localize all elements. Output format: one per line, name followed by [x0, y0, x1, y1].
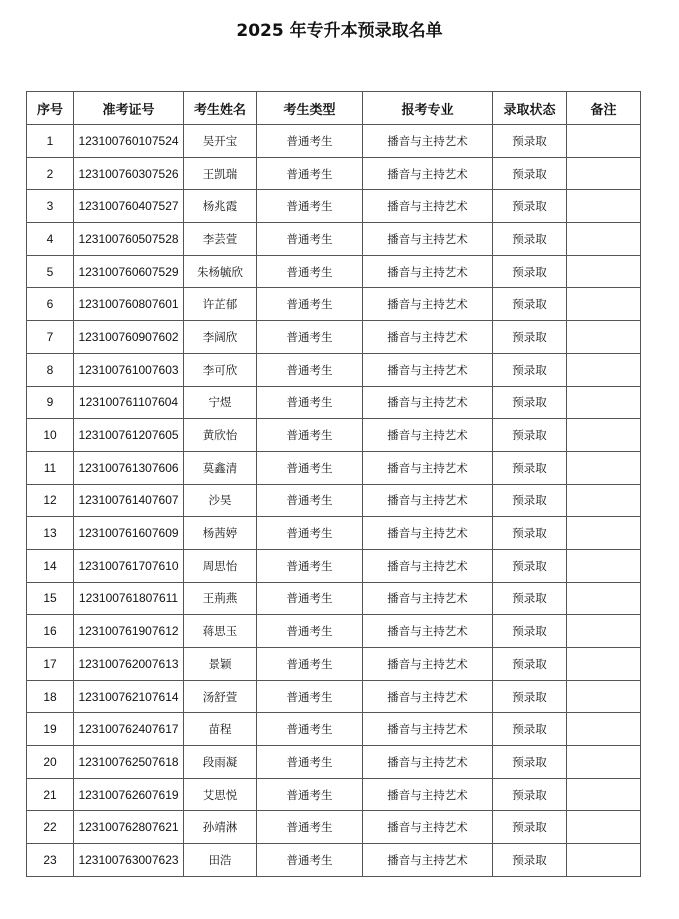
cell-major: 播音与主持艺术 — [363, 680, 493, 713]
cell-major: 播音与主持艺术 — [363, 419, 493, 452]
cell-student-type: 普通考生 — [257, 549, 363, 582]
cell-admission-status: 预录取 — [493, 582, 567, 615]
cell-major: 播音与主持艺术 — [363, 288, 493, 321]
table-row — [27, 680, 641, 713]
cell-admission-status: 预录取 — [493, 713, 567, 746]
cell-admission-status: 预录取 — [493, 223, 567, 256]
cell-student-name: 孙靖淋 — [184, 811, 257, 844]
cell-exam-number: 123100761407607 — [74, 484, 184, 517]
cell-student-type: 普通考生 — [257, 844, 363, 877]
header-admission-status: 录取状态 — [493, 92, 567, 125]
cell-student-name: 宁煜 — [184, 386, 257, 419]
cell-exam-number: 123100760307526 — [74, 157, 184, 190]
cell-major: 播音与主持艺术 — [363, 321, 493, 354]
cell-note — [567, 223, 641, 256]
cell-note — [567, 288, 641, 321]
cell-student-name: 苗程 — [184, 713, 257, 746]
cell-major: 播音与主持艺术 — [363, 648, 493, 681]
cell-major: 播音与主持艺术 — [363, 190, 493, 223]
cell-admission-status: 预录取 — [493, 386, 567, 419]
cell-major: 播音与主持艺术 — [363, 157, 493, 190]
cell-seq: 19 — [27, 713, 74, 746]
cell-note — [567, 746, 641, 779]
cell-student-type: 普通考生 — [257, 353, 363, 386]
cell-student-type: 普通考生 — [257, 386, 363, 419]
table-row — [27, 844, 641, 877]
cell-student-type: 普通考生 — [257, 419, 363, 452]
page-title: 2025 年专升本预录取名单 — [236, 21, 443, 41]
cell-student-type: 普通考生 — [257, 223, 363, 256]
table-row — [27, 321, 641, 354]
cell-exam-number: 123100762807621 — [74, 811, 184, 844]
admission-table — [26, 91, 641, 877]
header-student-name: 考生姓名 — [184, 92, 257, 125]
cell-exam-number: 123100761207605 — [74, 419, 184, 452]
table-row — [27, 746, 641, 779]
cell-admission-status: 预录取 — [493, 419, 567, 452]
table-row — [27, 582, 641, 615]
cell-student-type: 普通考生 — [257, 615, 363, 648]
cell-seq: 17 — [27, 648, 74, 681]
cell-major: 播音与主持艺术 — [363, 517, 493, 550]
table-row — [27, 288, 641, 321]
cell-exam-number: 123100761707610 — [74, 549, 184, 582]
cell-seq: 7 — [27, 321, 74, 354]
cell-exam-number: 123100760607529 — [74, 255, 184, 288]
cell-student-name: 田浩 — [184, 844, 257, 877]
cell-student-type: 普通考生 — [257, 582, 363, 615]
cell-major: 播音与主持艺术 — [363, 811, 493, 844]
cell-admission-status: 预录取 — [493, 157, 567, 190]
cell-student-type: 普通考生 — [257, 451, 363, 484]
cell-major: 播音与主持艺术 — [363, 223, 493, 256]
cell-note — [567, 255, 641, 288]
cell-note — [567, 190, 641, 223]
cell-seq: 12 — [27, 484, 74, 517]
cell-note — [567, 321, 641, 354]
cell-student-type: 普通考生 — [257, 288, 363, 321]
table-row — [27, 386, 641, 419]
cell-seq: 6 — [27, 288, 74, 321]
cell-note — [567, 419, 641, 452]
cell-student-name: 黄欣怡 — [184, 419, 257, 452]
cell-note — [567, 549, 641, 582]
cell-exam-number: 123100763007623 — [74, 844, 184, 877]
cell-seq: 9 — [27, 386, 74, 419]
table-row — [27, 517, 641, 550]
cell-major: 播音与主持艺术 — [363, 778, 493, 811]
cell-student-type: 普通考生 — [257, 746, 363, 779]
cell-exam-number: 123100761007603 — [74, 353, 184, 386]
cell-student-name: 许芷郁 — [184, 288, 257, 321]
cell-admission-status: 预录取 — [493, 517, 567, 550]
cell-seq: 13 — [27, 517, 74, 550]
table-row — [27, 484, 641, 517]
table-body — [27, 125, 641, 877]
cell-student-type: 普通考生 — [257, 190, 363, 223]
cell-major: 播音与主持艺术 — [363, 484, 493, 517]
cell-admission-status: 预录取 — [493, 190, 567, 223]
cell-seq: 15 — [27, 582, 74, 615]
cell-seq: 1 — [27, 125, 74, 158]
cell-student-name: 艾思悦 — [184, 778, 257, 811]
cell-student-name: 蒋思玉 — [184, 615, 257, 648]
table-row — [27, 648, 641, 681]
cell-student-name: 吴开宝 — [184, 125, 257, 158]
cell-admission-status: 预录取 — [493, 844, 567, 877]
cell-seq: 10 — [27, 419, 74, 452]
cell-admission-status: 预录取 — [493, 255, 567, 288]
cell-student-type: 普通考生 — [257, 517, 363, 550]
cell-major: 播音与主持艺术 — [363, 125, 493, 158]
cell-exam-number: 123100760507528 — [74, 223, 184, 256]
cell-exam-number: 123100760407527 — [74, 190, 184, 223]
cell-note — [567, 615, 641, 648]
cell-note — [567, 451, 641, 484]
cell-student-name: 李可欣 — [184, 353, 257, 386]
cell-student-type: 普通考生 — [257, 713, 363, 746]
cell-major: 播音与主持艺术 — [363, 353, 493, 386]
cell-seq: 8 — [27, 353, 74, 386]
cell-note — [567, 778, 641, 811]
cell-admission-status: 预录取 — [493, 353, 567, 386]
header-exam-number: 准考证号 — [74, 92, 184, 125]
cell-major: 播音与主持艺术 — [363, 713, 493, 746]
cell-seq: 21 — [27, 778, 74, 811]
cell-student-type: 普通考生 — [257, 811, 363, 844]
cell-note — [567, 582, 641, 615]
cell-note — [567, 353, 641, 386]
cell-exam-number: 123100760907602 — [74, 321, 184, 354]
cell-admission-status: 预录取 — [493, 484, 567, 517]
cell-student-type: 普通考生 — [257, 778, 363, 811]
table-row — [27, 811, 641, 844]
cell-exam-number: 123100761807611 — [74, 582, 184, 615]
table-header-row — [27, 92, 641, 125]
cell-student-type: 普通考生 — [257, 255, 363, 288]
cell-exam-number: 123100761307606 — [74, 451, 184, 484]
table-row — [27, 125, 641, 158]
table-row — [27, 615, 641, 648]
cell-student-name: 李阔欣 — [184, 321, 257, 354]
cell-student-type: 普通考生 — [257, 484, 363, 517]
cell-major: 播音与主持艺术 — [363, 746, 493, 779]
cell-student-type: 普通考生 — [257, 125, 363, 158]
header-note: 备注 — [567, 92, 641, 125]
cell-admission-status: 预录取 — [493, 615, 567, 648]
cell-note — [567, 680, 641, 713]
cell-student-name: 汤舒萱 — [184, 680, 257, 713]
cell-exam-number: 123100762107614 — [74, 680, 184, 713]
cell-note — [567, 844, 641, 877]
cell-note — [567, 648, 641, 681]
cell-note — [567, 713, 641, 746]
table-row — [27, 255, 641, 288]
header-seq: 序号 — [27, 92, 74, 125]
cell-student-type: 普通考生 — [257, 321, 363, 354]
header-major: 报考专业 — [363, 92, 493, 125]
cell-student-name: 周思怡 — [184, 549, 257, 582]
cell-note — [567, 125, 641, 158]
cell-admission-status: 预录取 — [493, 288, 567, 321]
cell-major: 播音与主持艺术 — [363, 386, 493, 419]
cell-exam-number: 123100762007613 — [74, 648, 184, 681]
cell-admission-status: 预录取 — [493, 811, 567, 844]
cell-exam-number: 123100760807601 — [74, 288, 184, 321]
cell-student-name: 杨兆霞 — [184, 190, 257, 223]
cell-exam-number: 123100762607619 — [74, 778, 184, 811]
cell-seq: 16 — [27, 615, 74, 648]
cell-admission-status: 预录取 — [493, 549, 567, 582]
cell-student-name: 朱杨毓欣 — [184, 255, 257, 288]
table-row — [27, 549, 641, 582]
cell-major: 播音与主持艺术 — [363, 615, 493, 648]
cell-admission-status: 预录取 — [493, 746, 567, 779]
cell-major: 播音与主持艺术 — [363, 451, 493, 484]
cell-admission-status: 预录取 — [493, 451, 567, 484]
cell-seq: 14 — [27, 549, 74, 582]
header-student-type: 考生类型 — [257, 92, 363, 125]
cell-note — [567, 386, 641, 419]
cell-seq: 5 — [27, 255, 74, 288]
cell-student-type: 普通考生 — [257, 648, 363, 681]
cell-note — [567, 484, 641, 517]
cell-student-name: 段雨凝 — [184, 746, 257, 779]
cell-seq: 4 — [27, 223, 74, 256]
cell-seq: 3 — [27, 190, 74, 223]
cell-exam-number: 123100762407617 — [74, 713, 184, 746]
cell-student-name: 李芸萱 — [184, 223, 257, 256]
cell-exam-number: 123100760107524 — [74, 125, 184, 158]
table-row — [27, 451, 641, 484]
cell-student-name: 王荊燕 — [184, 582, 257, 615]
cell-student-name: 景颖 — [184, 648, 257, 681]
cell-student-name: 杨茜婷 — [184, 517, 257, 550]
cell-major: 播音与主持艺术 — [363, 549, 493, 582]
table-row — [27, 713, 641, 746]
cell-admission-status: 预录取 — [493, 125, 567, 158]
cell-student-name: 沙昊 — [184, 484, 257, 517]
cell-seq: 22 — [27, 811, 74, 844]
cell-major: 播音与主持艺术 — [363, 582, 493, 615]
cell-seq: 11 — [27, 451, 74, 484]
table-row — [27, 223, 641, 256]
cell-seq: 23 — [27, 844, 74, 877]
cell-seq: 2 — [27, 157, 74, 190]
cell-student-name: 莫鑫清 — [184, 451, 257, 484]
cell-exam-number: 123100761107604 — [74, 386, 184, 419]
cell-student-type: 普通考生 — [257, 680, 363, 713]
cell-admission-status: 预录取 — [493, 778, 567, 811]
cell-exam-number: 123100762507618 — [74, 746, 184, 779]
cell-admission-status: 预录取 — [493, 648, 567, 681]
cell-seq: 18 — [27, 680, 74, 713]
table-row — [27, 419, 641, 452]
table-row — [27, 190, 641, 223]
cell-note — [567, 811, 641, 844]
cell-note — [567, 517, 641, 550]
cell-student-type: 普通考生 — [257, 157, 363, 190]
cell-note — [567, 157, 641, 190]
cell-seq: 20 — [27, 746, 74, 779]
cell-admission-status: 预录取 — [493, 321, 567, 354]
cell-exam-number: 123100761907612 — [74, 615, 184, 648]
cell-major: 播音与主持艺术 — [363, 255, 493, 288]
table-row — [27, 157, 641, 190]
cell-exam-number: 123100761607609 — [74, 517, 184, 550]
cell-major: 播音与主持艺术 — [363, 844, 493, 877]
cell-admission-status: 预录取 — [493, 680, 567, 713]
table-row — [27, 353, 641, 386]
cell-student-name: 王凯瑞 — [184, 157, 257, 190]
table-row — [27, 778, 641, 811]
